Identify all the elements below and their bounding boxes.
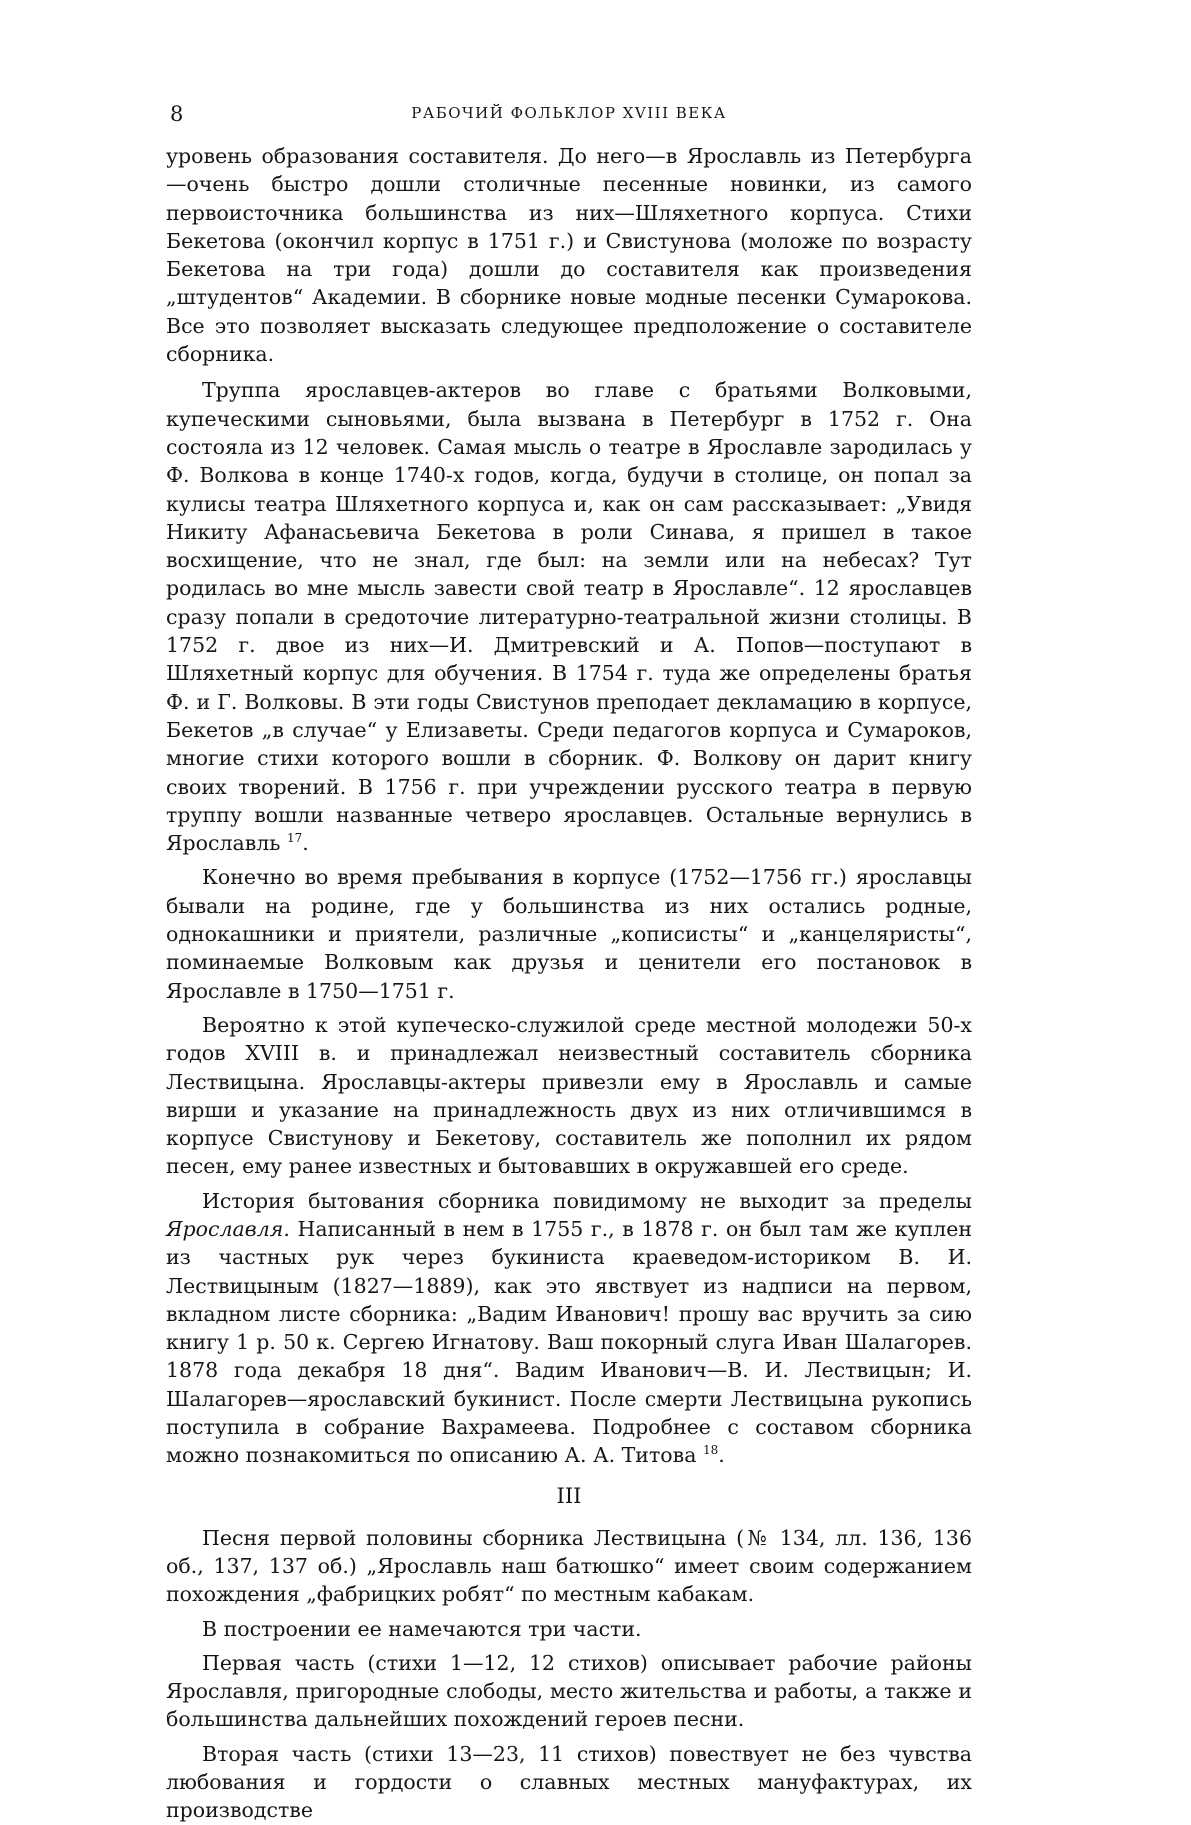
paragraph-5-text-b: Написанный в нем в 1755 г., в 1878 г. он был там же куплен из частных рук через букиниста краеведом-историком В. И. Лествицыным (1827—1889), как это явствует из надписи на первом, вкладном листе сборника: „Вадим Иванович! прошу вас вручить за сию книгу 1 р. 50 к. Сергею Игнатову. Ваш покорный слуга Иван Шалагорев. 1878 года декабря 18 дня“. Вадим Иванович—В. И. Лествицын; И. Шалагорев—ярославский букинист. После смерти Лествицына рукопись поступила в собрание Вахрамеева. Подробнее с составом сборника можно познакомиться по описанию А. А. Титова (166, 1216, 972, 1468)
paragraph-7: В построении ее намечаются три части. (202, 1616, 642, 1641)
paragraph-1: уровень образования составителя. До него—в Ярославль из Петербурга—очень быстро дошли столичные песенные новинки, из самого первоисточника большинства из них—Шляхетного корпуса. Стихи Бекетова (окончил корпус в 1751 г.) и Свистунова (моложе по возрасту Бекетова на три года) дошли до составителя как произведения „штудентов“ Академии. В сборнике новые модные песенки Сумарокова. Все это позволяет высказать следующее предположение о составителе сборника. (166, 144, 972, 367)
paragraph-4: Вероятно к этой купеческо-служилой среде местной молодежи 50-х годов XVIII в. и принадлежал неизвестный составитель сборника Лествицына. Ярославцы-актеры привезли ему в Ярославль и самые вирши и указание на принадлежность двух из них отличившимся в корпусе Свистунову и Бекетову, составитель же пополнил их рядом песен, ему ранее известных и бытовавших в окружавшей его среде. (166, 1012, 972, 1179)
running-title: РАБОЧИЙ ФОЛЬКЛОР XVIII ВЕКА (411, 104, 727, 122)
paragraph-5 (166, 1187, 972, 1470)
paragraph-5-end: . (718, 1443, 725, 1468)
paragraph-5-text-a: История бытования сборника повидимому не выходит за пределы (202, 1188, 972, 1213)
running-head (166, 100, 972, 128)
paragraph-8: Первая часть (стихи 1—12, 12 стихов) описывает рабочие районы Ярославля, пригородные слободы, место жительства и работы, а также и большинства дальнейших похождений героев песни. (166, 1650, 972, 1732)
footnote-ref-18: 18 (702, 1443, 719, 1458)
book-page (166, 100, 972, 1823)
footnote-ref-17: 17 (287, 831, 303, 846)
paragraph-5-italic: Ярославля. (166, 1216, 290, 1241)
paragraph-2-text: Труппа ярославцев-актеров во главе с братьями Волковыми, купеческими сыновьями, была вызвана в Петербург в 1752 г. Она состояла из 12 человек. Самая мысль о театре в Ярославле зародилась у Ф. Волкова в конце 1740-х годов, когда, будучи в столице, он попал за кулисы театра Шляхетного корпуса и, как он сам рассказывает: „Увидя Никиту Афанасьевича Бекетова в роли Синава, я пришел в такое восхищение, что не знал, где был: на земли или на небесах? Тут родилась во мне мысль завести свой театр в Ярославле“. 12 ярославцев сразу попали в средоточие литературно-театральной жизни столицы. В 1752 г. двое из них—И. Дмитревский и А. Попов—поступают в Шляхетный корпус для обучения. В 1754 г. туда же определены братья Ф. и Г. Волковы. В эти годы Свистунов преподает декламацию в корпусе, Бекетов „в случае“ у Елизаветы. Среди педагогов корпуса и Сумароков, многие стихи которого вошли в сборник. Ф. Волкову он дарит книгу своих творений. В 1756 г. при учреждении русского театра в первую труппу вошли названные четверо ярославцев. Остальные вернулись в Ярославль (166, 378, 972, 856)
paragraph-9: Вторая часть (стихи 13—23, 11 стихов) повествует не без чувства любования и гордости о славных местных мануфактурах, их производстве (166, 1741, 972, 1823)
page-number: 8 (170, 102, 184, 126)
section-heading: III (556, 1483, 582, 1508)
paragraph-2-end: . (302, 831, 309, 856)
paragraph-6: Песня первой половины сборника Лествицына (№ 134, лл. 136, 136 об., 137, 137 об.) „Ярославль наш батюшко“ имеет своим содержанием похождения „фабрицких робят“ по местным кабакам. (166, 1525, 972, 1607)
paragraph-3: Конечно во время пребывания в корпусе (1752—1756 гг.) ярославцы бывали на родине, где у большинства из них остались родные, однокашники и приятели, различные „кописисты“ и „канцеляристы“, поминаемые Волковым как друзья и ценители его постановок в Ярославле в 1750—1751 г. (166, 865, 972, 1003)
paragraph-2 (166, 376, 972, 857)
